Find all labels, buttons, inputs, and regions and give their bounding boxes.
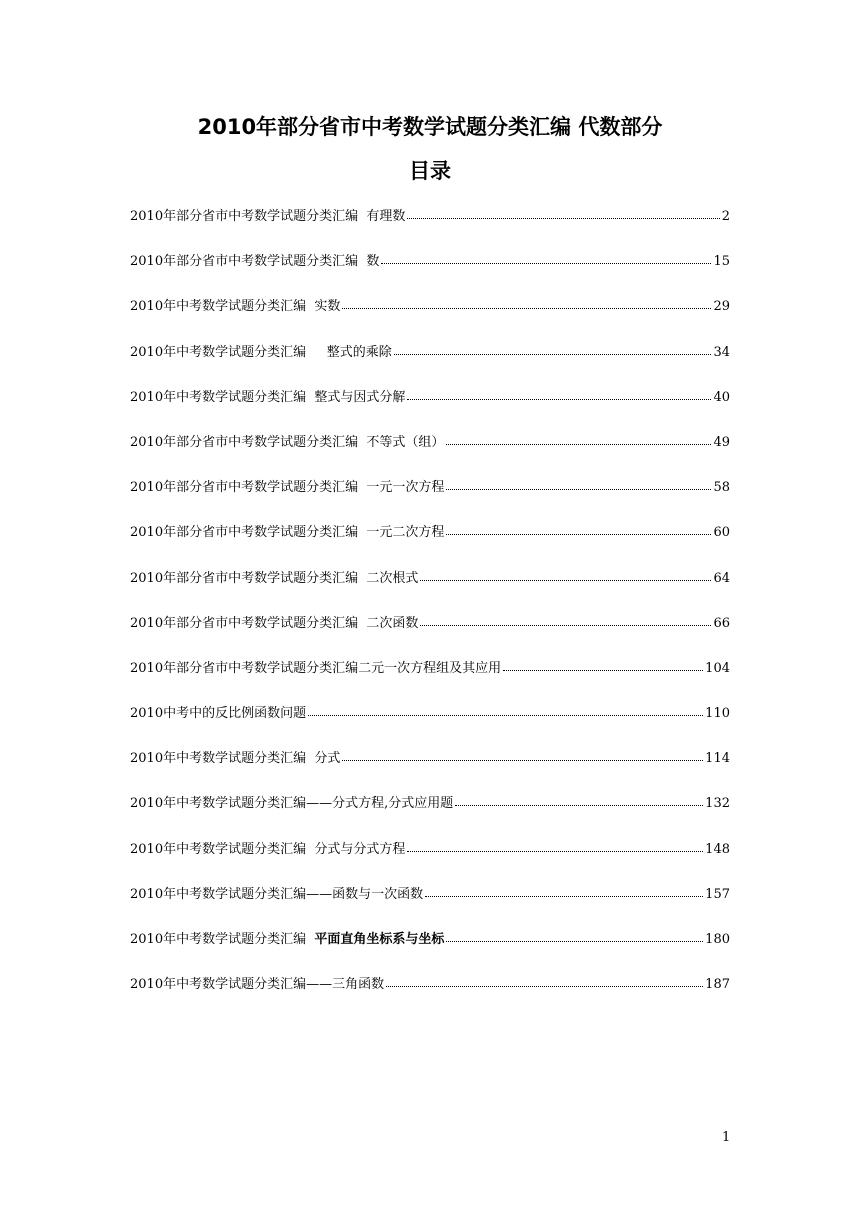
toc-dot-leader (446, 430, 711, 445)
toc-entry-page: 132 (705, 796, 730, 812)
toc-dot-leader (342, 294, 711, 309)
toc-entry-page: 58 (713, 480, 730, 496)
toc-entry-page: 180 (705, 932, 730, 947)
toc-entry-title: 2010年中考数学试题分类汇编 整式与因式分解 (130, 389, 406, 405)
toc-dot-leader (407, 204, 719, 219)
toc-entry-title: 2010年部分省市中考数学试题分类汇编二元一次方程组及其应用 (130, 660, 502, 676)
toc-entry[interactable] (130, 883, 730, 928)
toc-entry[interactable] (130, 838, 730, 883)
toc-entry-title: 2010年部分省市中考数学试题分类汇编 一元二次方程 (130, 525, 445, 541)
toc-entry-page: 104 (705, 660, 730, 676)
toc-entry-title: 2010年中考数学试题分类汇编——函数与一次函数 (130, 886, 424, 902)
toc-entry-page: 29 (713, 299, 730, 315)
toc-entry[interactable] (130, 431, 730, 476)
toc-dot-leader (342, 746, 703, 761)
toc-entry-title: 2010年部分省市中考数学试题分类汇编 一元一次方程 (130, 480, 445, 496)
toc-entry[interactable] (130, 386, 730, 431)
toc-entry-page: 60 (713, 525, 730, 541)
toc-entry-page: 66 (713, 615, 730, 631)
toc-dot-leader (446, 475, 711, 490)
toc-entry-title: 2010年中考数学试题分类汇编 分式 (130, 751, 341, 767)
toc-entry-title: 2010年中考数学试题分类汇编——三角函数 (130, 977, 385, 993)
toc-entry[interactable] (130, 928, 730, 973)
toc-entry[interactable] (130, 341, 730, 386)
table-of-contents (130, 205, 730, 1018)
toc-entry[interactable] (130, 295, 730, 340)
toc-entry-title: 2010年部分省市中考数学试题分类汇编 二次根式 (130, 570, 419, 586)
toc-entry-title: 2010中考中的反比例函数问题 (130, 706, 307, 722)
toc-entry[interactable] (130, 612, 730, 657)
toc-entry-page: 114 (705, 751, 730, 767)
toc-entry-title: 2010年中考数学试题分类汇编 整式的乘除 (130, 344, 392, 360)
toc-entry[interactable] (130, 567, 730, 612)
document-title: 2010年部分省市中考数学试题分类汇编 代数部分 (197, 115, 663, 139)
toc-entry-page: 15 (713, 254, 730, 270)
toc-entry-title: 2010年部分省市中考数学试题分类汇编 有理数 (130, 209, 406, 224)
toc-entry[interactable] (130, 702, 730, 747)
toc-entry[interactable] (130, 205, 730, 250)
toc-entry-title: 2010年中考数学试题分类汇编 分式与分式方程 (130, 841, 406, 857)
toc-entry-page: 49 (713, 434, 730, 450)
toc-entry-page: 110 (705, 706, 730, 722)
toc-entry-title-bold: 平面直角坐标系与坐标 (314, 932, 445, 947)
toc-entry[interactable] (130, 250, 730, 295)
toc-dot-leader (455, 791, 703, 806)
toc-entry[interactable] (130, 747, 730, 792)
toc-dot-leader (407, 837, 703, 852)
toc-entry[interactable] (130, 792, 730, 837)
toc-dot-leader (386, 972, 703, 987)
toc-entry-title: 2010年部分省市中考数学试题分类汇编 数 (130, 254, 380, 270)
page-number: 1 (722, 1130, 731, 1145)
toc-entry-title: 2010年中考数学试题分类汇编 (130, 932, 315, 947)
toc-entry-page: 40 (713, 389, 730, 405)
toc-dot-leader (446, 520, 711, 535)
toc-entry-page: 2 (721, 209, 730, 224)
toc-entry-page: 148 (705, 841, 730, 857)
toc-entry[interactable] (130, 476, 730, 521)
toc-dot-leader (503, 656, 703, 671)
toc-entry[interactable] (130, 657, 730, 702)
toc-entry-page: 157 (705, 886, 730, 902)
toc-dot-leader (381, 249, 711, 264)
toc-entry-title: 2010年中考数学试题分类汇编——分式方程,分式应用题 (130, 796, 454, 812)
toc-heading: 目录 (409, 159, 451, 183)
toc-entry-title: 2010年部分省市中考数学试题分类汇编 二次函数 (130, 615, 419, 631)
toc-entry-page: 64 (713, 570, 730, 586)
toc-dot-leader (407, 385, 711, 400)
toc-entry-title: 2010年部分省市中考数学试题分类汇编 不等式（组） (130, 434, 445, 450)
toc-entry-page: 34 (713, 344, 730, 360)
toc-dot-leader (420, 611, 711, 626)
toc-dot-leader (420, 566, 711, 581)
toc-entry[interactable] (130, 521, 730, 566)
toc-entry-page: 187 (705, 977, 730, 993)
toc-entry-title: 2010年中考数学试题分类汇编 实数 (130, 299, 341, 315)
toc-dot-leader (308, 701, 703, 716)
toc-dot-leader (446, 927, 703, 942)
toc-entry[interactable] (130, 973, 730, 1018)
toc-dot-leader (394, 340, 712, 355)
toc-dot-leader (425, 882, 703, 897)
